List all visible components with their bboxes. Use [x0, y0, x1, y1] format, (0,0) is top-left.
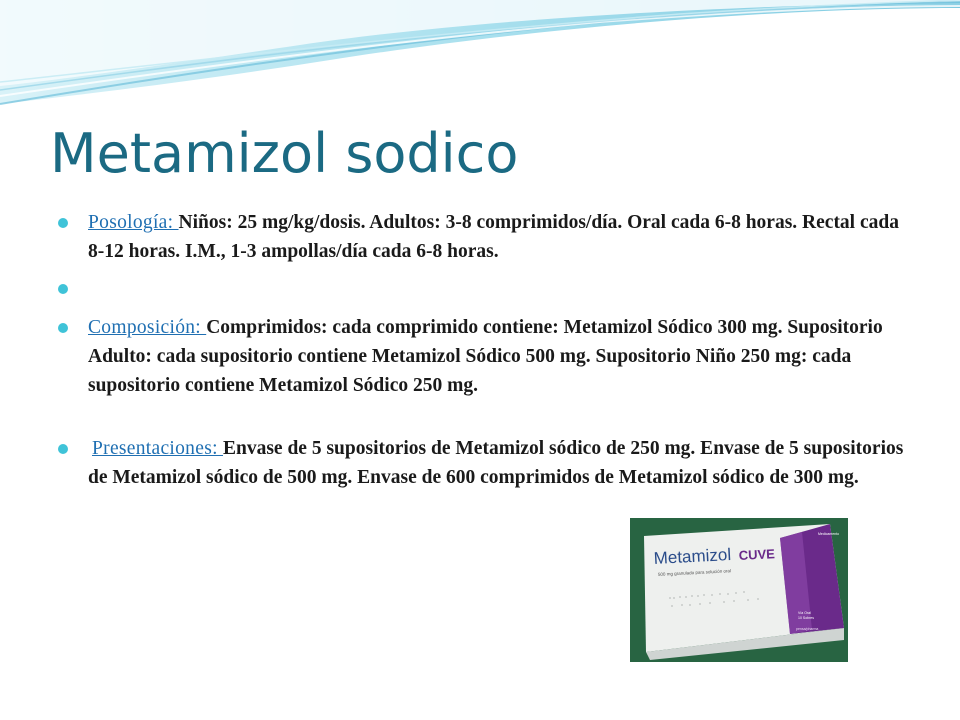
- product-brand-suffix: CUVE: [738, 546, 776, 563]
- composicion-text: Comprimidos: cada comprimido contiene: Metamizol Sódico 300 mg. Supositorio Adulto: cada supositorio contiene Metamizol Sódico 500 mg. Supositorio Niño 250 mg: cada supositorio contiene Metamizol Sódico 250 mg.: [88, 317, 883, 396]
- bullet-posologia: [58, 208, 908, 266]
- posologia-label[interactable]: Posología:: [88, 212, 179, 233]
- product-brand: Metamizol: [653, 544, 732, 568]
- posologia-text: Niños: 25 mg/kg/dosis. Adultos: 3-8 comprimidos/día. Oral cada 6-8 horas. Rectal cada 8-12 horas. I.M., 1-3 ampollas/día cada 6-8 horas.: [88, 212, 899, 262]
- product-subtitle: 500 mg granulado para solución oral: [657, 568, 732, 577]
- product-badge: Medicamento: [818, 532, 840, 536]
- bullet-dot-icon: [58, 284, 68, 294]
- presentaciones-label[interactable]: Presentaciones:: [92, 438, 223, 459]
- bullet-dot-icon: [58, 444, 68, 454]
- product-box-image: [630, 518, 848, 662]
- bullet-dot-icon: [58, 323, 68, 333]
- product-side-text-2: 10 Sobres: [798, 616, 814, 620]
- bullet-list: [58, 208, 908, 492]
- composicion-label[interactable]: Composición:: [88, 317, 207, 338]
- decorative-wave-header: [0, 0, 960, 120]
- slide-title: Metamizol sodico: [50, 122, 519, 185]
- bullet-composicion: [58, 313, 908, 400]
- product-maker: pensa/pharma: [796, 627, 819, 631]
- product-side-text-1: Vía Oral: [798, 611, 811, 615]
- bullet-dot-icon: [58, 218, 68, 228]
- presentaciones-text: Envase de 5 supositorios de Metamizol sódico de 250 mg. Envase de 5 supositorios de Metamizol sódico de 500 mg. Envase de 600 comprimidos de Metamizol sódico de 300 mg.: [88, 438, 904, 488]
- bullet-presentaciones: [58, 434, 908, 492]
- bullet-empty: [58, 274, 908, 303]
